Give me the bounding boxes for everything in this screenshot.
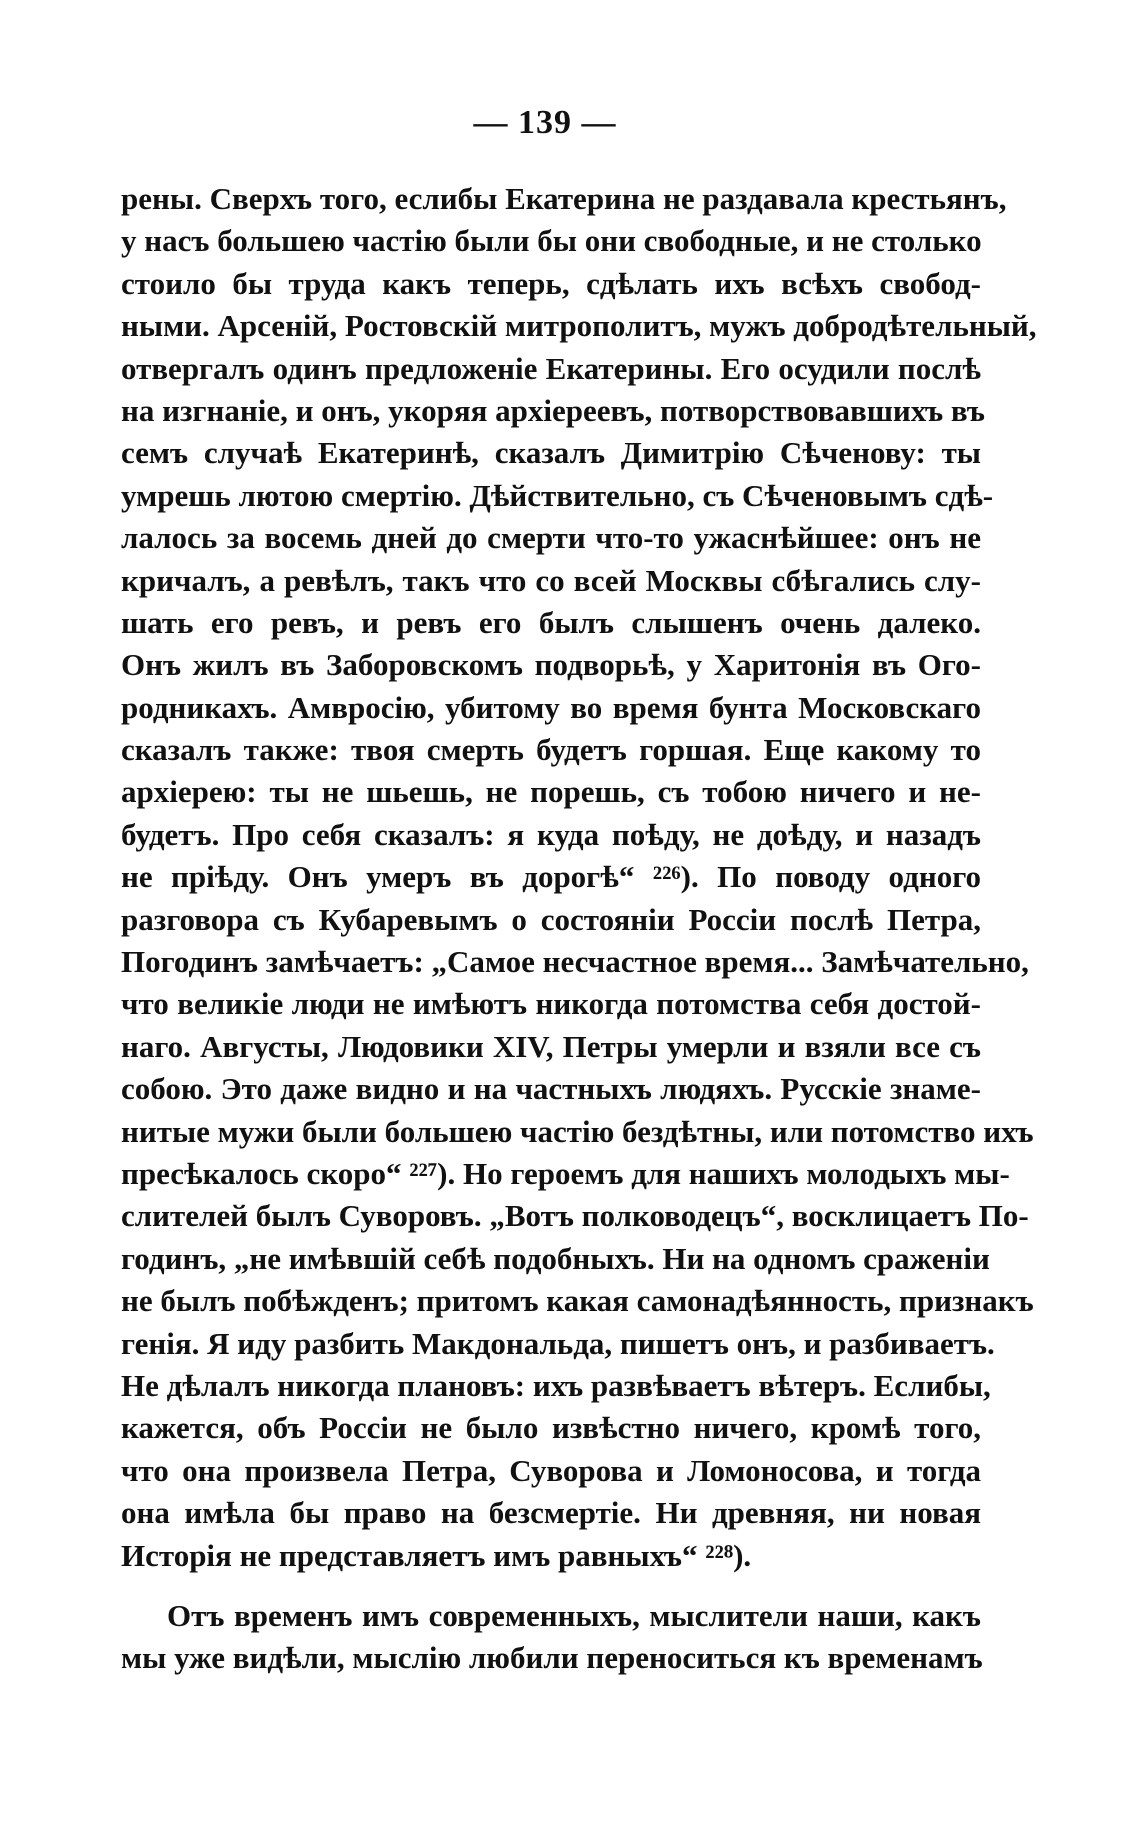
- text-line: ными. Арсеній, Ростовскій митрополитъ, мужъ добродѣтельный,: [121, 308, 1037, 344]
- text-line: родникахъ. Амвросію, убитому во время бунта Московскаго: [121, 689, 981, 725]
- text-line: кажется, объ Россіи не было извѣстно ничего, кромѣ того,: [121, 1410, 981, 1446]
- body-text: [121, 178, 1037, 1680]
- text-line: не былъ побѣжденъ; притомъ какая самонадѣянность, признакъ: [121, 1283, 1034, 1319]
- text-line: сказалъ также: твоя смерть будетъ горшая. Еще какому то: [121, 732, 981, 768]
- text-line: архіерею: ты не шьешь, не порешь, съ тобою ничего и не-: [121, 774, 981, 810]
- text-line: собою. Это даже видно и на частныхъ людяхъ. Русскіе знаме-: [121, 1071, 981, 1107]
- text-line: разговора съ Кубаревымъ о состояніи Россіи послѣ Петра,: [121, 901, 981, 937]
- text-line: умрешь лютою смертію. Дѣйствительно, съ Сѣченовымъ сдѣ-: [121, 477, 994, 513]
- text-line: пресѣкалось скоро“ ²²⁷). Но героемъ для нашихъ молодыхъ мы-: [121, 1155, 1010, 1191]
- text-line: Погодинъ замѣчаетъ: „Самое несчастное время... Замѣчательно,: [121, 944, 1029, 980]
- text-line: нитые мужи были большею частію бездѣтны, или потомство ихъ: [121, 1113, 1034, 1149]
- text-line: лалось за восемь дней до смерти что-то ужаснѣйшее: онъ не: [121, 520, 981, 556]
- text-line: шать его ревъ, и ревъ его былъ слышенъ очень далеко.: [121, 604, 981, 640]
- text-line: рены. Сверхъ того, еслибы Екатерина не раздавала крестьянъ,: [121, 181, 1007, 216]
- text-line: кричалъ, а ревѣлъ, такъ что со всей Москвы сбѣгались слу-: [121, 562, 981, 598]
- text-line: генія. Я иду разбить Макдональда, пишетъ онъ, и разбиваетъ.: [121, 1325, 995, 1361]
- text-line: на изгнаніе, и онъ, укоряя архіереевъ, потворствовавшихъ въ: [121, 392, 985, 428]
- text-line: что великіе люди не имѣютъ никогда потомства себя достой-: [121, 986, 981, 1022]
- page-number: — 139 —: [473, 104, 617, 141]
- text-line: семъ случаѣ Екатеринѣ, сказалъ Димитрію Сѣченову: ты: [121, 435, 981, 471]
- text-line: слителей былъ Суворовъ. „Вотъ полководецъ“, восклицаетъ По-: [121, 1198, 1029, 1234]
- text-line: годинъ, „не имѣвшій себѣ подобныхъ. Ни на одномъ сраженіи: [121, 1240, 990, 1276]
- text-line: Онъ жилъ въ Заборовскомъ подворьѣ, у Харитонія въ Ого-: [121, 647, 981, 683]
- text-line: Исторія не представляетъ имъ равныхъ“ ²²⁸).: [121, 1537, 752, 1573]
- text-line: стоило бы труда какъ теперь, сдѣлать ихъ всѣхъ свобод-: [121, 265, 981, 301]
- paragraph-gap: [121, 1577, 981, 1595]
- text-line: будетъ. Про себя сказалъ: я куда поѣду, не доѣду, и назадъ: [121, 816, 981, 852]
- text-line: наго. Августы, Людовики XIV, Петры умерли и взяли все съ: [121, 1028, 981, 1064]
- text-line: у насъ большею частію были бы они свободные, и не столько: [121, 223, 982, 259]
- text-line: она имѣла бы право на безсмертіе. Ни древняя, ни новая: [121, 1495, 981, 1531]
- text-line: не пріѣду. Онъ умеръ въ дорогѣ“ ²²⁶). По поводу одного: [121, 859, 981, 895]
- text-line: отвергалъ одинъ предложеніе Екатерины. Его осудили послѣ: [121, 350, 981, 386]
- text-line: Не дѣлалъ никогда плановъ: ихъ развѣваетъ вѣтеръ. Еслибы,: [121, 1367, 991, 1403]
- text-line: что она произвела Петра, Суворова и Ломоносова, и тогда: [121, 1452, 981, 1488]
- text-line: мы уже видѣли, мыслію любили переноситься къ временамъ: [121, 1640, 983, 1676]
- text-line: Отъ временъ имъ современныхъ, мыслители наши, какъ: [167, 1597, 981, 1633]
